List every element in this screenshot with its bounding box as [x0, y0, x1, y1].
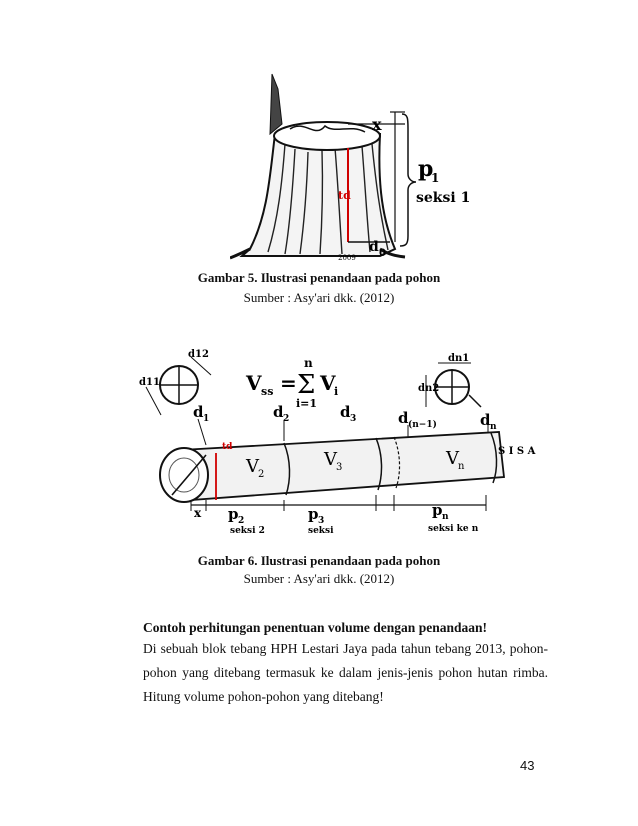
fig6-label-td: td	[222, 442, 233, 452]
fig5-label-p: p	[418, 156, 434, 182]
fig6-label-dn1: dn1	[448, 353, 470, 364]
fig6-label-p2-sub: 2	[238, 516, 245, 526]
formula-lower: i=1	[296, 397, 318, 410]
fig6-label-dn-1-sub: (n−1)	[408, 420, 437, 430]
fig6-label-d3-sub: 3	[350, 414, 357, 424]
fig6-label-dn-sub: n	[490, 422, 497, 432]
example-line-2: pohon yang ditebang termasuk ke dalam jenis-jenis pohon hutan rimba.	[143, 665, 548, 680]
fig6-label-d11: d11	[139, 377, 160, 388]
figure-5-caption-source: Sumber : Asy'ari dkk. (2012)	[243, 290, 395, 305]
right-cross-section	[418, 353, 481, 407]
fig6-label-p3-sub: 3	[318, 516, 325, 526]
formula-sigma: Σ	[297, 370, 316, 400]
fig5-label-seksi: seksi 1	[416, 190, 470, 206]
figure-6-caption-title: Gambar 6. Ilustrasi penandaan pada pohon	[197, 553, 441, 568]
page-number: 43	[520, 758, 535, 773]
fig6-label-seksi2: seksi 2	[230, 526, 265, 536]
fig6-label-dn: d	[480, 411, 491, 429]
formula-lhs-sub: ss	[261, 385, 274, 398]
fig6-label-dn-1: d	[398, 409, 409, 427]
fig5-label-d: d	[369, 239, 379, 255]
fig6-label-vn-sub: n	[458, 461, 465, 472]
fig6-label-x: x	[194, 506, 202, 520]
fig6-label-d2: d	[273, 403, 284, 421]
fig6-label-sisa: S I S A	[498, 446, 536, 457]
fig6-label-pn: p	[432, 501, 443, 519]
formula-upper: n	[304, 356, 313, 370]
fig5-label-td: td	[338, 189, 351, 202]
figure-6-log-illustration	[136, 345, 536, 540]
fig5-label-x: x	[372, 115, 382, 134]
fig5-label-p-sub: 1	[431, 171, 440, 185]
figure-6-caption-source: Sumber : Asy'ari dkk. (2012)	[243, 571, 395, 586]
fig6-label-v3-sub: 3	[336, 462, 343, 473]
volume-formula	[245, 356, 338, 410]
fig6-label-p2: p	[228, 505, 239, 523]
fig6-label-vn: V	[446, 448, 459, 469]
formula-term-sub: i	[334, 385, 339, 398]
fig5-label-d-sub: 0	[379, 248, 386, 259]
fig6-label-p3: p	[308, 505, 319, 523]
figure-5-stump-illustration	[230, 64, 470, 264]
fig6-label-v2-sub: 2	[258, 469, 265, 480]
fig6-label-d3: d	[340, 403, 351, 421]
fig6-label-seksi3: seksi	[308, 526, 334, 536]
fig6-label-v2: V	[246, 456, 259, 477]
fig6-label-v3: V	[324, 449, 337, 470]
example-line-3: Hitung volume pohon-pohon yang ditebang!	[143, 689, 384, 704]
fig6-label-d1-sub: 1	[203, 414, 210, 424]
example-heading: Contoh perhitungan penentuan volume dengan penandaan!	[143, 620, 487, 635]
fig6-label-seksin: seksi ke n	[428, 524, 479, 534]
fig6-label-dn2: dn2	[418, 383, 440, 394]
fig6-label-d2-sub: 2	[283, 414, 290, 424]
figure-5-caption-title: Gambar 5. Ilustrasi penandaan pada pohon	[197, 270, 441, 285]
formula-term: V	[320, 371, 336, 395]
fig5-label-year: 2009	[338, 254, 356, 262]
fig6-label-d1: d	[193, 403, 204, 421]
formula-lhs: V	[246, 371, 262, 395]
fig6-label-d12: d12	[188, 349, 209, 360]
fig6-label-pn-sub: n	[442, 512, 449, 522]
example-line-1: Di sebuah blok tebang HPH Lestari Jaya pada tahun tebang 2013, pohon-	[143, 641, 548, 656]
formula-eq: =	[280, 371, 297, 395]
